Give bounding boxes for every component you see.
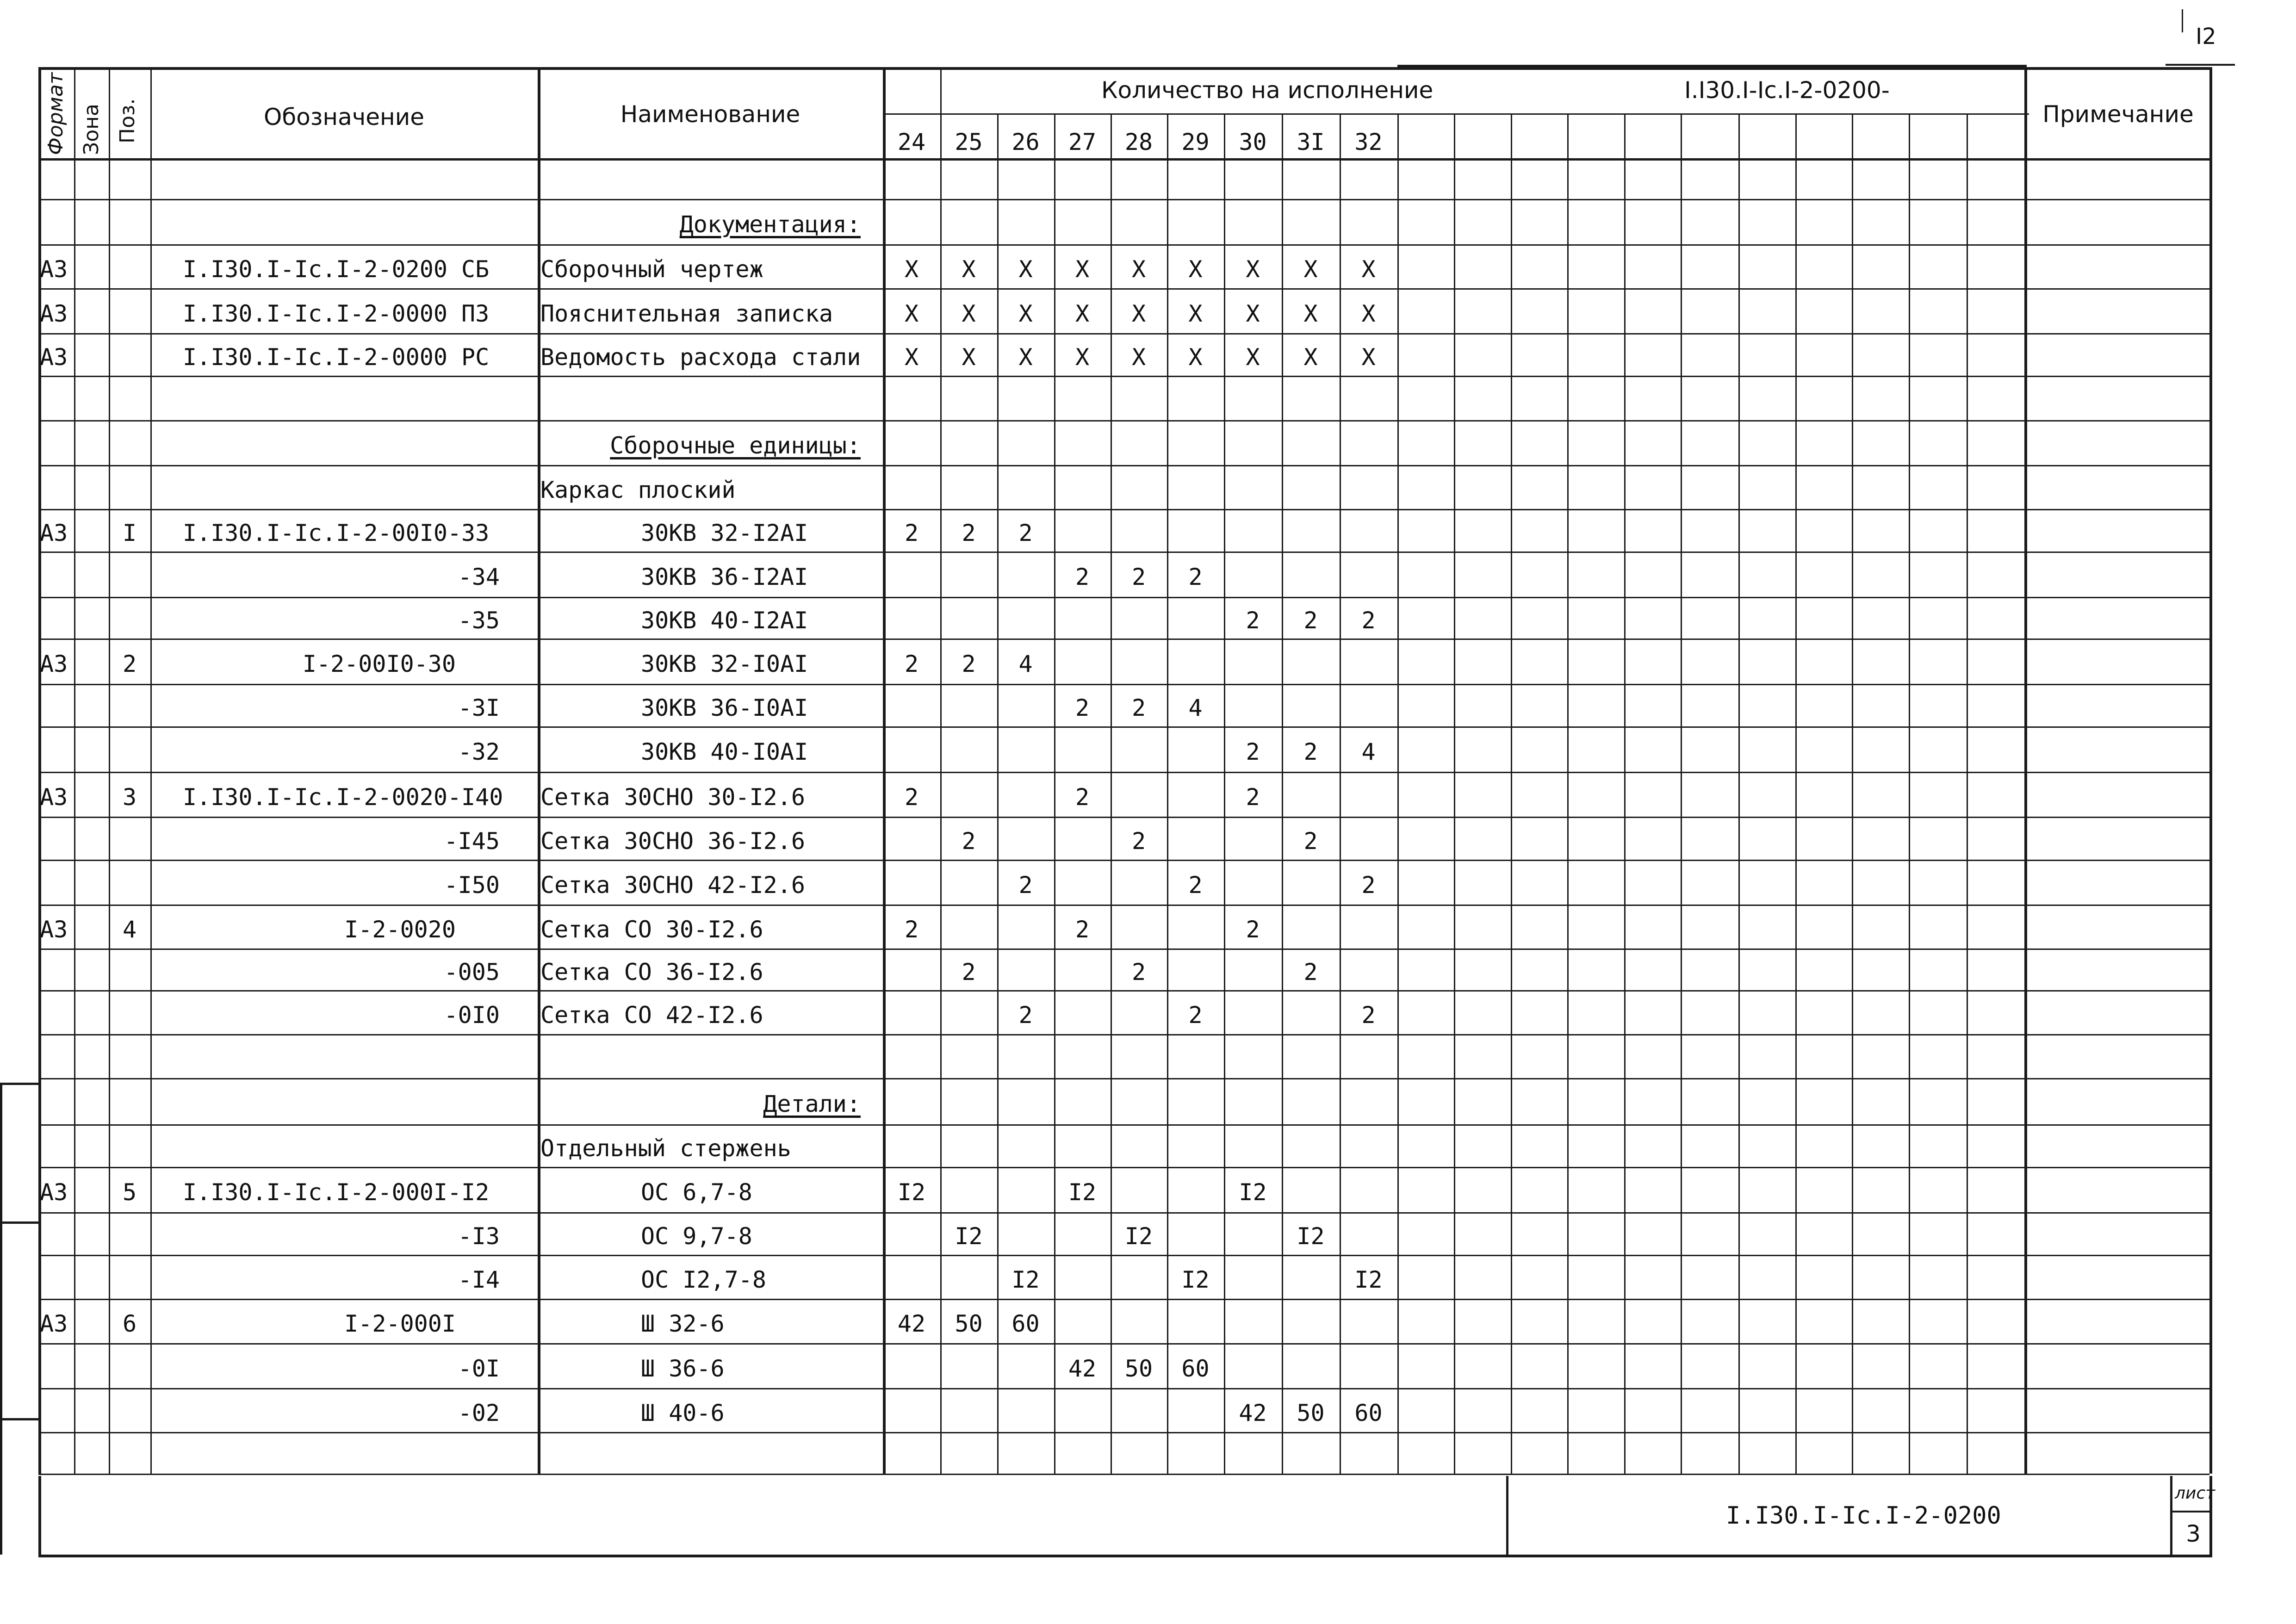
row-name: Сетка СО 42-I2.6 bbox=[540, 1001, 763, 1029]
quantity-cell: X bbox=[1131, 300, 1146, 327]
row-designation: -02 bbox=[458, 1399, 500, 1426]
table-top-border bbox=[38, 67, 2209, 70]
row-divider bbox=[38, 465, 2209, 466]
quantity-cell: I2 bbox=[897, 1179, 926, 1206]
quantity-cell: 42 bbox=[897, 1310, 926, 1337]
row-designation: -0I0 bbox=[444, 1001, 500, 1029]
row-format: А3 bbox=[40, 783, 68, 811]
row-divider bbox=[38, 244, 2209, 246]
row-divider bbox=[38, 990, 2209, 992]
row-designation: -I45 bbox=[444, 827, 500, 855]
column-divider bbox=[150, 67, 152, 1474]
row-name: Сетка СО 30-I2.6 bbox=[540, 916, 763, 943]
header-name: Наименование bbox=[620, 101, 800, 128]
row-divider bbox=[38, 684, 2209, 685]
quantity-cell: I2 bbox=[1011, 1266, 1040, 1293]
quantity-cell: 2 bbox=[962, 651, 976, 677]
row-position: 3 bbox=[122, 783, 137, 811]
quantity-cell: 2 bbox=[1188, 1001, 1203, 1029]
row-designation: -34 bbox=[458, 564, 500, 590]
row-divider bbox=[38, 1343, 2209, 1345]
quantity-cell: X bbox=[1075, 344, 1090, 371]
column-divider bbox=[1738, 113, 1740, 1474]
variant-header: 25 bbox=[955, 129, 983, 155]
row-format: А3 bbox=[40, 520, 68, 546]
header-note: Примечание bbox=[2042, 101, 2194, 128]
quantity-cell: 50 bbox=[1297, 1399, 1325, 1426]
row-name: Ведомость расхода стали bbox=[540, 344, 861, 371]
quantity-cell: I2 bbox=[1068, 1179, 1097, 1206]
row-divider bbox=[38, 638, 2209, 640]
column-divider bbox=[1909, 113, 1910, 1474]
row-divider bbox=[38, 1299, 2209, 1300]
quantity-cell: 2 bbox=[1075, 916, 1090, 943]
row-divider bbox=[38, 1078, 2209, 1079]
row-name: Пояснительная записка bbox=[540, 300, 833, 327]
header-qty-code: I.I30.I-Ic.I-2-0200- bbox=[1684, 77, 1890, 104]
row-name: Сетка 30СНО 42-I2.6 bbox=[540, 871, 805, 899]
row-divider bbox=[38, 772, 2209, 773]
footer-border bbox=[38, 1476, 41, 1555]
binding-margin-line bbox=[0, 1083, 2, 1555]
footer-doc-code: I.I30.I-Ic.I-2-0200 bbox=[1726, 1502, 2001, 1530]
quantity-cell: X bbox=[1361, 300, 1376, 327]
quantity-cell: 2 bbox=[1131, 694, 1146, 721]
row-divider bbox=[38, 552, 2209, 553]
binding-margin-line bbox=[0, 1221, 38, 1224]
quantity-cell: 60 bbox=[1181, 1355, 1210, 1382]
row-designation: -35 bbox=[458, 607, 500, 634]
quantity-cell: X bbox=[1188, 300, 1203, 327]
column-divider bbox=[2024, 67, 2027, 1474]
row-name: 30КВ 32-I0АI bbox=[641, 651, 808, 677]
quantity-cell: 2 bbox=[962, 959, 976, 986]
row-divider bbox=[38, 905, 2209, 906]
header-bottom-border bbox=[38, 158, 2209, 161]
row-designation: -I50 bbox=[444, 871, 500, 899]
row-designation: -I4 bbox=[458, 1266, 500, 1293]
row-name: 30КВ 36-I2АI bbox=[641, 564, 808, 590]
quantity-cell: X bbox=[1131, 344, 1146, 371]
row-format: А3 bbox=[40, 344, 68, 371]
row-designation: -005 bbox=[444, 959, 500, 986]
row-divider bbox=[38, 948, 2209, 950]
row-format: А3 bbox=[40, 255, 68, 283]
quantity-cell: X bbox=[1246, 255, 1260, 283]
row-position: 2 bbox=[122, 651, 137, 677]
row-name: ОС 6,7-8 bbox=[641, 1179, 752, 1206]
quantity-cell: 2 bbox=[962, 520, 976, 546]
quantity-cell: I2 bbox=[955, 1223, 983, 1250]
quantity-cell: 2 bbox=[1075, 694, 1090, 721]
row-designation: I.I30.I-Ic.I-2-0020-I40 bbox=[183, 783, 503, 811]
quantity-cell: I2 bbox=[1297, 1223, 1325, 1250]
column-divider bbox=[1624, 113, 1626, 1474]
row-divider bbox=[38, 288, 2209, 290]
row-name: ОС 9,7-8 bbox=[641, 1223, 752, 1250]
binding-margin-line bbox=[0, 1418, 38, 1420]
variant-header: 26 bbox=[1011, 129, 1040, 155]
row-designation: -I3 bbox=[458, 1223, 500, 1250]
row-name: Ш 36-6 bbox=[641, 1355, 725, 1382]
footer-divider bbox=[2170, 1476, 2172, 1555]
column-divider bbox=[1795, 113, 1797, 1474]
quantity-cell: X bbox=[1246, 344, 1260, 371]
header-pos: Поз. bbox=[116, 98, 139, 143]
quantity-cell: X bbox=[1303, 255, 1318, 283]
row-name: Отдельный стержень bbox=[540, 1135, 791, 1162]
row-divider bbox=[38, 420, 2209, 421]
column-divider bbox=[1852, 113, 1853, 1474]
row-designation: I.I30.I-Ic.I-2-00I0-33 bbox=[183, 520, 490, 546]
row-format: А3 bbox=[40, 916, 68, 943]
column-divider bbox=[1681, 113, 1682, 1474]
row-name: Сборочный чертеж bbox=[540, 255, 763, 283]
footer-sheet-label: лист bbox=[2175, 1484, 2215, 1503]
row-position: 6 bbox=[122, 1310, 137, 1337]
quantity-cell: 2 bbox=[904, 916, 919, 943]
row-divider bbox=[38, 1124, 2209, 1126]
quantity-cell: X bbox=[1303, 300, 1318, 327]
footer-sheet-number: 3 bbox=[2186, 1520, 2201, 1547]
column-divider bbox=[883, 67, 885, 113]
row-divider bbox=[38, 1255, 2209, 1256]
row-designation: -32 bbox=[458, 738, 500, 765]
quantity-cell: 2 bbox=[1303, 607, 1318, 634]
quantity-cell: 2 bbox=[1018, 1001, 1033, 1029]
quantity-cell: 60 bbox=[1011, 1310, 1040, 1337]
quantity-cell: 50 bbox=[955, 1310, 983, 1337]
quantity-cell: 2 bbox=[1075, 564, 1090, 590]
sheet-mark-tick bbox=[2182, 9, 2183, 32]
quantity-cell: 2 bbox=[1303, 959, 1318, 986]
column-divider bbox=[1967, 113, 1968, 1474]
quantity-cell: 2 bbox=[1361, 1001, 1376, 1029]
quantity-cell: 2 bbox=[1303, 827, 1318, 855]
quantity-cell: 2 bbox=[1018, 871, 1033, 899]
row-designation: I.I30.I-Ic.I-2-0200 СБ bbox=[183, 255, 490, 283]
column-divider bbox=[1397, 113, 1399, 1474]
row-name: 30КВ 32-I2АI bbox=[641, 520, 808, 546]
quantity-cell: I2 bbox=[1124, 1223, 1153, 1250]
quantity-cell: I2 bbox=[1239, 1179, 1267, 1206]
row-position: I bbox=[122, 520, 137, 546]
quantity-cell: X bbox=[1018, 300, 1033, 327]
quantity-cell: 2 bbox=[1188, 871, 1203, 899]
row-format: А3 bbox=[40, 651, 68, 677]
column-divider bbox=[74, 67, 75, 1474]
quantity-cell: 2 bbox=[904, 520, 919, 546]
quantity-cell: 2 bbox=[1131, 827, 1146, 855]
row-name: Ш 32-6 bbox=[641, 1310, 725, 1337]
row-designation: -0I bbox=[458, 1355, 500, 1382]
quantity-cell: X bbox=[1075, 255, 1090, 283]
quantity-cell: 2 bbox=[1188, 564, 1203, 590]
quantity-cell: I2 bbox=[1354, 1266, 1383, 1293]
variant-header: 28 bbox=[1124, 129, 1153, 155]
quantity-cell: 42 bbox=[1239, 1399, 1267, 1426]
quantity-cell: 2 bbox=[1361, 607, 1376, 634]
quantity-cell: 2 bbox=[1246, 783, 1260, 811]
row-divider bbox=[38, 1212, 2209, 1214]
footer-divider bbox=[1506, 1476, 1508, 1555]
row-divider bbox=[38, 376, 2209, 377]
row-divider bbox=[38, 1432, 2209, 1433]
row-designation: I-2-000I bbox=[344, 1310, 456, 1337]
row-divider bbox=[38, 1388, 2209, 1389]
row-designation: I.I30.I-Ic.I-2-0000 РС bbox=[183, 344, 490, 371]
header-designation: Обозначение bbox=[264, 104, 424, 130]
header-zone: Зона bbox=[80, 104, 103, 155]
quantity-cell: X bbox=[1018, 344, 1033, 371]
column-divider bbox=[1454, 113, 1455, 1474]
quantity-cell: 2 bbox=[1018, 520, 1033, 546]
header-qty-title: Количество на исполнение bbox=[1101, 77, 1433, 104]
header-format: Формат bbox=[44, 72, 68, 155]
variant-header: 29 bbox=[1181, 129, 1210, 155]
quantity-cell: 4 bbox=[1361, 738, 1376, 765]
quantity-cell: 2 bbox=[1361, 871, 1376, 899]
row-format: А3 bbox=[40, 300, 68, 327]
row-divider bbox=[38, 1034, 2209, 1035]
quantity-cell: X bbox=[904, 255, 919, 283]
row-designation: I.I30.I-Ic.I-2-000I-I2 bbox=[183, 1179, 490, 1206]
quantity-cell: X bbox=[1018, 255, 1033, 283]
quantity-cell: X bbox=[962, 255, 976, 283]
row-divider bbox=[38, 333, 2209, 335]
row-position: 4 bbox=[122, 916, 137, 943]
row-designation: I-2-00I0-30 bbox=[302, 651, 456, 677]
quantity-cell: X bbox=[1131, 255, 1146, 283]
quantity-cell: 2 bbox=[1131, 959, 1146, 986]
row-divider bbox=[38, 509, 2209, 510]
quantity-cell: 2 bbox=[1246, 607, 1260, 634]
variant-header: 32 bbox=[1354, 129, 1383, 155]
column-divider bbox=[1567, 113, 1569, 1474]
row-designation: -3I bbox=[458, 694, 500, 721]
row-name: Ш 40-6 bbox=[641, 1399, 725, 1426]
footer-divider bbox=[2170, 1511, 2212, 1512]
row-divider bbox=[38, 817, 2209, 818]
quantity-cell: 2 bbox=[1246, 738, 1260, 765]
row-name: Сетка СО 36-I2.6 bbox=[540, 959, 763, 986]
row-name: 30КВ 36-I0АI bbox=[641, 694, 808, 721]
column-divider bbox=[109, 67, 110, 1474]
quantity-cell: 2 bbox=[1303, 738, 1318, 765]
row-format: А3 bbox=[40, 1179, 68, 1206]
binding-margin-line bbox=[0, 1083, 38, 1085]
variant-header: 3I bbox=[1297, 129, 1325, 155]
row-name: Сборочные единицы: bbox=[610, 432, 861, 459]
quantity-cell: 50 bbox=[1124, 1355, 1153, 1382]
quantity-cell: 4 bbox=[1018, 651, 1033, 677]
quantity-cell: 2 bbox=[962, 827, 976, 855]
quantity-cell: X bbox=[1188, 255, 1203, 283]
row-name: Каркас плоский bbox=[540, 476, 736, 503]
row-name: Документация: bbox=[679, 211, 861, 238]
quantity-cell: X bbox=[962, 344, 976, 371]
sheet-mark-line bbox=[2166, 64, 2235, 66]
row-divider bbox=[38, 1474, 2209, 1475]
row-divider bbox=[38, 199, 2209, 200]
quantity-cell: X bbox=[904, 344, 919, 371]
quantity-cell: X bbox=[904, 300, 919, 327]
row-designation: I.I30.I-Ic.I-2-0000 ПЗ bbox=[183, 300, 490, 327]
row-divider bbox=[38, 726, 2209, 728]
variant-header: 30 bbox=[1239, 129, 1267, 155]
quantity-cell: X bbox=[1188, 344, 1203, 371]
footer-bottom-border bbox=[38, 1555, 2212, 1557]
quantity-cell: X bbox=[1075, 300, 1090, 327]
variant-header: 24 bbox=[897, 129, 926, 155]
quantity-cell: X bbox=[1246, 300, 1260, 327]
header-top-line bbox=[1397, 65, 2027, 67]
quantity-cell: 2 bbox=[1075, 783, 1090, 811]
quantity-cell: X bbox=[1361, 255, 1376, 283]
quantity-cell: 42 bbox=[1068, 1355, 1097, 1382]
row-divider bbox=[38, 1167, 2209, 1168]
quantity-cell: X bbox=[962, 300, 976, 327]
quantity-cell: 60 bbox=[1354, 1399, 1383, 1426]
quantity-cell: 4 bbox=[1188, 694, 1203, 721]
quantity-cell: 2 bbox=[904, 783, 919, 811]
row-name: 30КВ 40-I2АI bbox=[641, 607, 808, 634]
column-divider bbox=[2209, 67, 2212, 1474]
row-divider bbox=[38, 860, 2209, 861]
row-divider bbox=[38, 597, 2209, 598]
quantity-cell: X bbox=[1361, 344, 1376, 371]
row-name: Сетка 30СНО 36-I2.6 bbox=[540, 827, 805, 855]
variant-header: 27 bbox=[1068, 129, 1097, 155]
row-position: 5 bbox=[122, 1179, 137, 1206]
row-format: А3 bbox=[40, 1310, 68, 1337]
row-name: Сетка 30СНО 30-I2.6 bbox=[540, 783, 805, 811]
quantity-cell: 2 bbox=[1131, 564, 1146, 590]
sheet-mark: I2 bbox=[2196, 24, 2216, 50]
row-name: Детали: bbox=[763, 1091, 861, 1117]
quantity-cell: X bbox=[1303, 344, 1318, 371]
row-designation: I-2-0020 bbox=[344, 916, 456, 943]
quantity-cell: 2 bbox=[904, 651, 919, 677]
quantity-cell: I2 bbox=[1181, 1266, 1210, 1293]
row-name: ОС I2,7-8 bbox=[641, 1266, 766, 1293]
column-divider bbox=[1511, 113, 1512, 1474]
quantity-cell: 2 bbox=[1246, 916, 1260, 943]
row-name: 30КВ 40-I0АI bbox=[641, 738, 808, 765]
